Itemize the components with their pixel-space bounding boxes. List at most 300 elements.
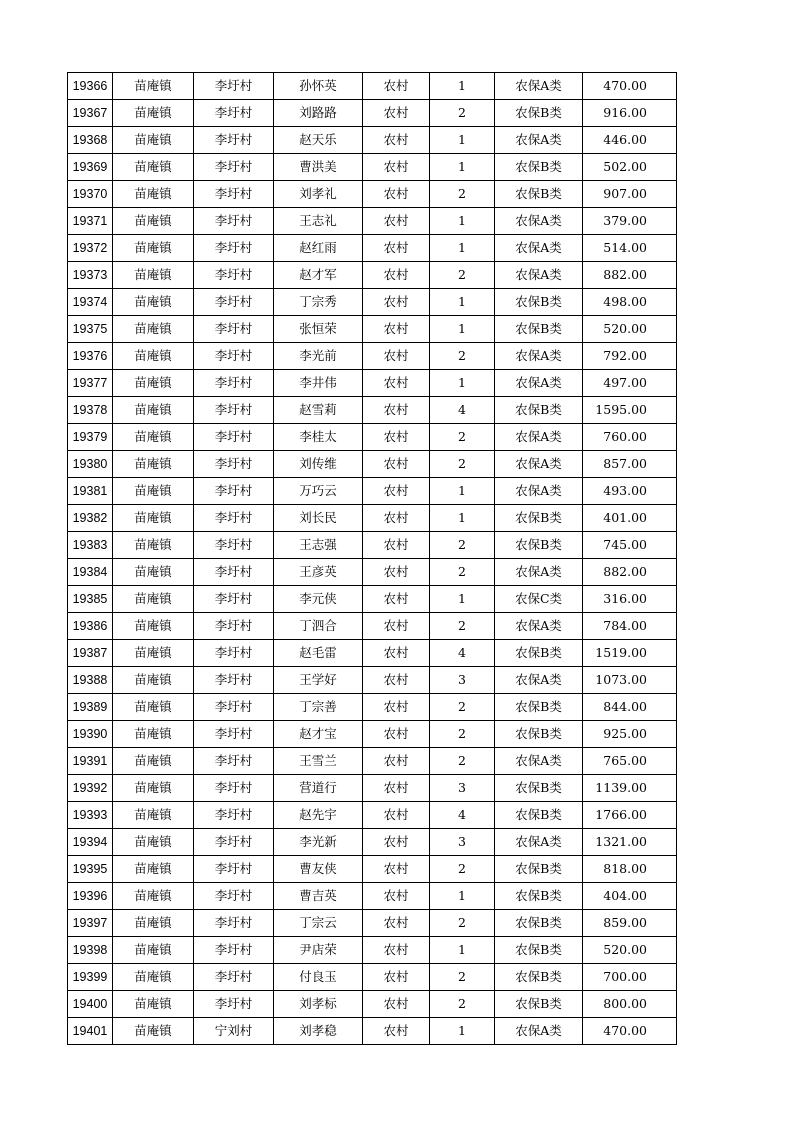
household-type-cell: 农村 [363, 505, 430, 532]
table-row [68, 586, 677, 613]
amount-cell: 784.00 [583, 613, 677, 640]
household-type-cell: 农村 [363, 208, 430, 235]
town-cell: 苗庵镇 [113, 829, 194, 856]
table-row [68, 505, 677, 532]
category-cell: 农保A类 [495, 424, 583, 451]
town-cell: 苗庵镇 [113, 100, 194, 127]
amount-cell: 1766.00 [583, 802, 677, 829]
town-cell: 苗庵镇 [113, 910, 194, 937]
village-cell: 李圩村 [194, 127, 274, 154]
amount-cell: 1595.00 [583, 397, 677, 424]
household-type-cell: 农村 [363, 262, 430, 289]
member-count-cell: 2 [430, 262, 495, 289]
member-count-cell: 1 [430, 505, 495, 532]
record-id-cell: 19381 [68, 478, 113, 505]
record-id-cell: 19394 [68, 829, 113, 856]
record-id-cell: 19398 [68, 937, 113, 964]
amount-cell: 502.00 [583, 154, 677, 181]
person-name-cell: 李井伟 [274, 370, 363, 397]
member-count-cell: 2 [430, 100, 495, 127]
record-id-cell: 19399 [68, 964, 113, 991]
record-id-cell: 19366 [68, 73, 113, 100]
record-id-cell: 19382 [68, 505, 113, 532]
household-type-cell: 农村 [363, 73, 430, 100]
member-count-cell: 1 [430, 586, 495, 613]
record-id-cell: 19388 [68, 667, 113, 694]
record-id-cell: 19372 [68, 235, 113, 262]
category-cell: 农保B类 [495, 802, 583, 829]
category-cell: 农保B类 [495, 694, 583, 721]
amount-cell: 925.00 [583, 721, 677, 748]
table-row [68, 127, 677, 154]
household-type-cell: 农村 [363, 910, 430, 937]
person-name-cell: 赵先宇 [274, 802, 363, 829]
table-row [68, 289, 677, 316]
amount-cell: 916.00 [583, 100, 677, 127]
village-cell: 李圩村 [194, 559, 274, 586]
town-cell: 苗庵镇 [113, 991, 194, 1018]
category-cell: 农保A类 [495, 478, 583, 505]
town-cell: 苗庵镇 [113, 370, 194, 397]
record-id-cell: 19374 [68, 289, 113, 316]
town-cell: 苗庵镇 [113, 289, 194, 316]
record-id-cell: 19397 [68, 910, 113, 937]
person-name-cell: 刘路路 [274, 100, 363, 127]
amount-cell: 316.00 [583, 586, 677, 613]
town-cell: 苗庵镇 [113, 802, 194, 829]
category-cell: 农保A类 [495, 127, 583, 154]
town-cell: 苗庵镇 [113, 694, 194, 721]
category-cell: 农保B类 [495, 532, 583, 559]
village-cell: 宁刘村 [194, 1018, 274, 1045]
person-name-cell: 丁泗合 [274, 613, 363, 640]
village-cell: 李圩村 [194, 856, 274, 883]
town-cell: 苗庵镇 [113, 613, 194, 640]
village-cell: 李圩村 [194, 748, 274, 775]
amount-cell: 882.00 [583, 262, 677, 289]
table-row [68, 937, 677, 964]
record-id-cell: 19390 [68, 721, 113, 748]
person-name-cell: 赵红雨 [274, 235, 363, 262]
table-row [68, 883, 677, 910]
village-cell: 李圩村 [194, 829, 274, 856]
village-cell: 李圩村 [194, 532, 274, 559]
record-id-cell: 19395 [68, 856, 113, 883]
person-name-cell: 刘传维 [274, 451, 363, 478]
member-count-cell: 4 [430, 397, 495, 424]
household-type-cell: 农村 [363, 667, 430, 694]
category-cell: 农保B类 [495, 856, 583, 883]
category-cell: 农保B类 [495, 991, 583, 1018]
village-cell: 李圩村 [194, 883, 274, 910]
person-name-cell: 李光前 [274, 343, 363, 370]
town-cell: 苗庵镇 [113, 721, 194, 748]
table-row [68, 370, 677, 397]
amount-cell: 514.00 [583, 235, 677, 262]
person-name-cell: 刘孝礼 [274, 181, 363, 208]
record-id-cell: 19371 [68, 208, 113, 235]
amount-cell: 446.00 [583, 127, 677, 154]
table-row [68, 424, 677, 451]
person-name-cell: 王彦英 [274, 559, 363, 586]
table-row [68, 694, 677, 721]
person-name-cell: 曹吉英 [274, 883, 363, 910]
person-name-cell: 孙怀英 [274, 73, 363, 100]
town-cell: 苗庵镇 [113, 316, 194, 343]
category-cell: 农保A类 [495, 262, 583, 289]
record-id-cell: 19384 [68, 559, 113, 586]
town-cell: 苗庵镇 [113, 127, 194, 154]
category-cell: 农保A类 [495, 1018, 583, 1045]
amount-cell: 907.00 [583, 181, 677, 208]
person-name-cell: 丁宗秀 [274, 289, 363, 316]
record-id-cell: 19368 [68, 127, 113, 154]
member-count-cell: 1 [430, 235, 495, 262]
town-cell: 苗庵镇 [113, 856, 194, 883]
amount-cell: 520.00 [583, 316, 677, 343]
town-cell: 苗庵镇 [113, 532, 194, 559]
village-cell: 李圩村 [194, 613, 274, 640]
member-count-cell: 4 [430, 640, 495, 667]
member-count-cell: 2 [430, 748, 495, 775]
household-type-cell: 农村 [363, 100, 430, 127]
village-cell: 李圩村 [194, 775, 274, 802]
amount-cell: 401.00 [583, 505, 677, 532]
table-row [68, 208, 677, 235]
village-cell: 李圩村 [194, 262, 274, 289]
household-type-cell: 农村 [363, 154, 430, 181]
table-row [68, 343, 677, 370]
person-name-cell: 丁宗善 [274, 694, 363, 721]
town-cell: 苗庵镇 [113, 154, 194, 181]
amount-cell: 857.00 [583, 451, 677, 478]
category-cell: 农保A类 [495, 829, 583, 856]
household-type-cell: 农村 [363, 937, 430, 964]
amount-cell: 1073.00 [583, 667, 677, 694]
member-count-cell: 2 [430, 559, 495, 586]
village-cell: 李圩村 [194, 694, 274, 721]
member-count-cell: 2 [430, 451, 495, 478]
table-row [68, 910, 677, 937]
household-type-cell: 农村 [363, 343, 430, 370]
town-cell: 苗庵镇 [113, 748, 194, 775]
household-type-cell: 农村 [363, 856, 430, 883]
category-cell: 农保B类 [495, 154, 583, 181]
record-id-cell: 19369 [68, 154, 113, 181]
person-name-cell: 刘长民 [274, 505, 363, 532]
record-id-cell: 19389 [68, 694, 113, 721]
category-cell: 农保B类 [495, 937, 583, 964]
town-cell: 苗庵镇 [113, 964, 194, 991]
category-cell: 农保B类 [495, 883, 583, 910]
village-cell: 李圩村 [194, 910, 274, 937]
member-count-cell: 2 [430, 532, 495, 559]
village-cell: 李圩村 [194, 721, 274, 748]
amount-cell: 800.00 [583, 991, 677, 1018]
town-cell: 苗庵镇 [113, 397, 194, 424]
category-cell: 农保A类 [495, 73, 583, 100]
person-name-cell: 营道行 [274, 775, 363, 802]
village-cell: 李圩村 [194, 289, 274, 316]
amount-cell: 520.00 [583, 937, 677, 964]
village-cell: 李圩村 [194, 235, 274, 262]
village-cell: 李圩村 [194, 505, 274, 532]
table-row [68, 559, 677, 586]
table-row [68, 154, 677, 181]
amount-cell: 379.00 [583, 208, 677, 235]
member-count-cell: 2 [430, 964, 495, 991]
table-row [68, 532, 677, 559]
town-cell: 苗庵镇 [113, 937, 194, 964]
household-type-cell: 农村 [363, 802, 430, 829]
person-name-cell: 赵毛雷 [274, 640, 363, 667]
village-cell: 李圩村 [194, 208, 274, 235]
record-id-cell: 19392 [68, 775, 113, 802]
record-id-cell: 19376 [68, 343, 113, 370]
amount-cell: 1139.00 [583, 775, 677, 802]
amount-cell: 882.00 [583, 559, 677, 586]
member-count-cell: 2 [430, 424, 495, 451]
table-row [68, 748, 677, 775]
table-row [68, 1018, 677, 1045]
town-cell: 苗庵镇 [113, 775, 194, 802]
town-cell: 苗庵镇 [113, 208, 194, 235]
category-cell: 农保B类 [495, 181, 583, 208]
household-type-cell: 农村 [363, 235, 430, 262]
amount-cell: 844.00 [583, 694, 677, 721]
category-cell: 农保C类 [495, 586, 583, 613]
category-cell: 农保A类 [495, 451, 583, 478]
village-cell: 李圩村 [194, 181, 274, 208]
amount-cell: 498.00 [583, 289, 677, 316]
town-cell: 苗庵镇 [113, 505, 194, 532]
town-cell: 苗庵镇 [113, 181, 194, 208]
record-id-cell: 19401 [68, 1018, 113, 1045]
village-cell: 李圩村 [194, 640, 274, 667]
household-type-cell: 农村 [363, 127, 430, 154]
category-cell: 农保B类 [495, 316, 583, 343]
amount-cell: 745.00 [583, 532, 677, 559]
household-type-cell: 农村 [363, 289, 430, 316]
village-cell: 李圩村 [194, 316, 274, 343]
amount-cell: 470.00 [583, 1018, 677, 1045]
amount-cell: 1519.00 [583, 640, 677, 667]
amount-cell: 493.00 [583, 478, 677, 505]
village-cell: 李圩村 [194, 154, 274, 181]
table-row [68, 613, 677, 640]
amount-cell: 765.00 [583, 748, 677, 775]
member-count-cell: 1 [430, 370, 495, 397]
table-row [68, 451, 677, 478]
table-row [68, 73, 677, 100]
table-row [68, 262, 677, 289]
member-count-cell: 1 [430, 208, 495, 235]
person-name-cell: 赵才军 [274, 262, 363, 289]
person-name-cell: 王学好 [274, 667, 363, 694]
record-id-cell: 19391 [68, 748, 113, 775]
member-count-cell: 2 [430, 343, 495, 370]
village-cell: 李圩村 [194, 424, 274, 451]
member-count-cell: 2 [430, 613, 495, 640]
amount-cell: 497.00 [583, 370, 677, 397]
person-name-cell: 王志强 [274, 532, 363, 559]
record-id-cell: 19380 [68, 451, 113, 478]
person-name-cell: 王志礼 [274, 208, 363, 235]
member-count-cell: 2 [430, 991, 495, 1018]
amount-cell: 1321.00 [583, 829, 677, 856]
amount-cell: 859.00 [583, 910, 677, 937]
member-count-cell: 1 [430, 1018, 495, 1045]
category-cell: 农保A类 [495, 613, 583, 640]
household-type-cell: 农村 [363, 424, 430, 451]
town-cell: 苗庵镇 [113, 262, 194, 289]
category-cell: 农保B类 [495, 100, 583, 127]
table-row [68, 856, 677, 883]
town-cell: 苗庵镇 [113, 1018, 194, 1045]
person-name-cell: 张恒荣 [274, 316, 363, 343]
member-count-cell: 2 [430, 910, 495, 937]
table-row [68, 640, 677, 667]
amount-cell: 404.00 [583, 883, 677, 910]
household-type-cell: 农村 [363, 721, 430, 748]
town-cell: 苗庵镇 [113, 586, 194, 613]
village-cell: 李圩村 [194, 451, 274, 478]
member-count-cell: 1 [430, 478, 495, 505]
village-cell: 李圩村 [194, 397, 274, 424]
town-cell: 苗庵镇 [113, 235, 194, 262]
category-cell: 农保B类 [495, 775, 583, 802]
village-cell: 李圩村 [194, 964, 274, 991]
record-id-cell: 19378 [68, 397, 113, 424]
town-cell: 苗庵镇 [113, 343, 194, 370]
household-type-cell: 农村 [363, 532, 430, 559]
member-count-cell: 2 [430, 721, 495, 748]
amount-cell: 818.00 [583, 856, 677, 883]
town-cell: 苗庵镇 [113, 640, 194, 667]
village-cell: 李圩村 [194, 100, 274, 127]
member-count-cell: 1 [430, 289, 495, 316]
table-row [68, 802, 677, 829]
household-type-cell: 农村 [363, 451, 430, 478]
amount-cell: 792.00 [583, 343, 677, 370]
record-id-cell: 19367 [68, 100, 113, 127]
household-type-cell: 农村 [363, 370, 430, 397]
household-type-cell: 农村 [363, 478, 430, 505]
table-row [68, 100, 677, 127]
record-id-cell: 19400 [68, 991, 113, 1018]
village-cell: 李圩村 [194, 937, 274, 964]
category-cell: 农保B类 [495, 964, 583, 991]
table-row [68, 829, 677, 856]
category-cell: 农保B类 [495, 505, 583, 532]
record-id-cell: 19387 [68, 640, 113, 667]
household-type-cell: 农村 [363, 964, 430, 991]
village-cell: 李圩村 [194, 343, 274, 370]
table-row [68, 181, 677, 208]
person-name-cell: 李元侠 [274, 586, 363, 613]
household-type-cell: 农村 [363, 1018, 430, 1045]
household-type-cell: 农村 [363, 991, 430, 1018]
member-count-cell: 2 [430, 856, 495, 883]
person-name-cell: 曹洪美 [274, 154, 363, 181]
village-cell: 李圩村 [194, 991, 274, 1018]
record-id-cell: 19386 [68, 613, 113, 640]
member-count-cell: 1 [430, 316, 495, 343]
record-id-cell: 19383 [68, 532, 113, 559]
town-cell: 苗庵镇 [113, 424, 194, 451]
category-cell: 农保A类 [495, 208, 583, 235]
household-type-cell: 农村 [363, 181, 430, 208]
person-name-cell: 赵雪莉 [274, 397, 363, 424]
table-row [68, 667, 677, 694]
record-id-cell: 19379 [68, 424, 113, 451]
person-name-cell: 曹友侠 [274, 856, 363, 883]
amount-cell: 700.00 [583, 964, 677, 991]
person-name-cell: 王雪兰 [274, 748, 363, 775]
household-type-cell: 农村 [363, 883, 430, 910]
town-cell: 苗庵镇 [113, 478, 194, 505]
village-cell: 李圩村 [194, 73, 274, 100]
person-name-cell: 刘孝标 [274, 991, 363, 1018]
category-cell: 农保A类 [495, 370, 583, 397]
town-cell: 苗庵镇 [113, 883, 194, 910]
category-cell: 农保A类 [495, 235, 583, 262]
member-count-cell: 2 [430, 181, 495, 208]
category-cell: 农保A类 [495, 559, 583, 586]
category-cell: 农保B类 [495, 289, 583, 316]
record-id-cell: 19373 [68, 262, 113, 289]
member-count-cell: 3 [430, 829, 495, 856]
table-row [68, 775, 677, 802]
village-cell: 李圩村 [194, 478, 274, 505]
table-row [68, 316, 677, 343]
village-cell: 李圩村 [194, 370, 274, 397]
table-row [68, 397, 677, 424]
person-name-cell: 刘孝稳 [274, 1018, 363, 1045]
household-type-cell: 农村 [363, 586, 430, 613]
household-type-cell: 农村 [363, 316, 430, 343]
town-cell: 苗庵镇 [113, 451, 194, 478]
record-id-cell: 19393 [68, 802, 113, 829]
village-cell: 李圩村 [194, 586, 274, 613]
person-name-cell: 万巧云 [274, 478, 363, 505]
household-type-cell: 农村 [363, 613, 430, 640]
member-count-cell: 3 [430, 667, 495, 694]
member-count-cell: 1 [430, 127, 495, 154]
table-row [68, 721, 677, 748]
category-cell: 农保A类 [495, 343, 583, 370]
category-cell: 农保A类 [495, 748, 583, 775]
household-type-cell: 农村 [363, 559, 430, 586]
table-body [68, 73, 677, 1045]
table-row [68, 478, 677, 505]
member-count-cell: 1 [430, 154, 495, 181]
household-type-cell: 农村 [363, 397, 430, 424]
village-cell: 李圩村 [194, 802, 274, 829]
household-type-cell: 农村 [363, 694, 430, 721]
member-count-cell: 1 [430, 883, 495, 910]
town-cell: 苗庵镇 [113, 73, 194, 100]
person-name-cell: 赵天乐 [274, 127, 363, 154]
data-table [67, 72, 677, 1045]
member-count-cell: 4 [430, 802, 495, 829]
person-name-cell: 尹店荣 [274, 937, 363, 964]
person-name-cell: 丁宗云 [274, 910, 363, 937]
category-cell: 农保A类 [495, 667, 583, 694]
household-type-cell: 农村 [363, 748, 430, 775]
category-cell: 农保B类 [495, 640, 583, 667]
town-cell: 苗庵镇 [113, 559, 194, 586]
